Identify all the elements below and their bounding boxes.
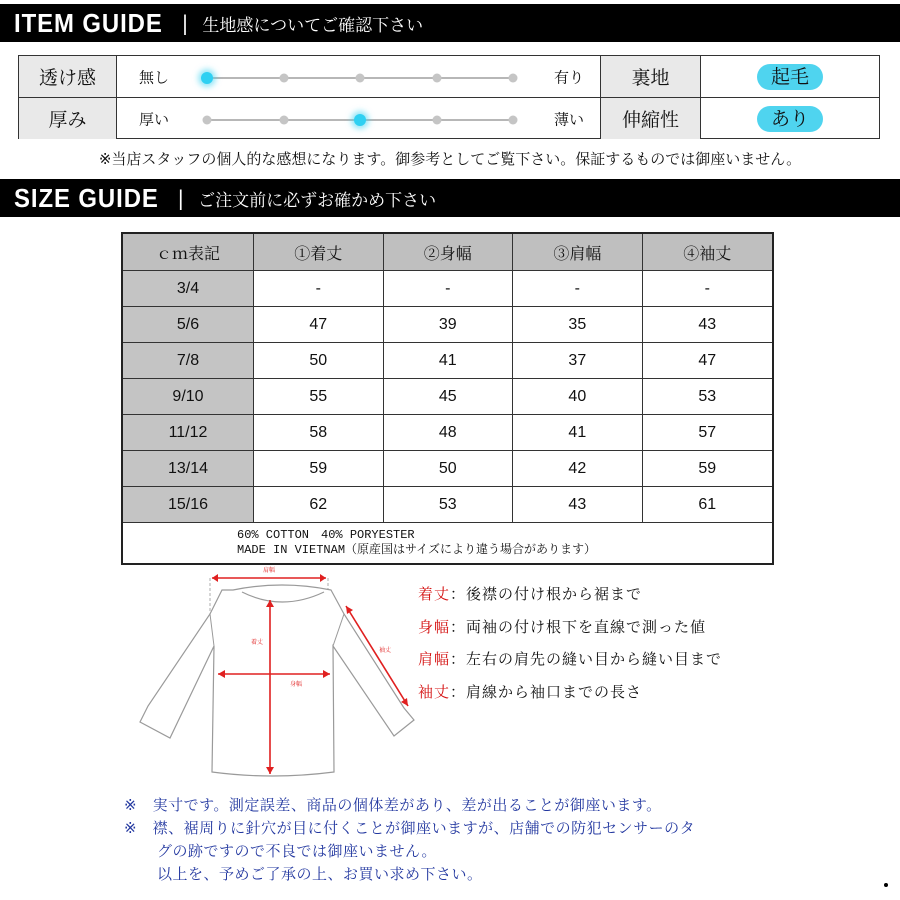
definition-item <box>418 649 722 682</box>
disclaimer-line: グの跡ですので不良では御座いません。 <box>157 842 437 860</box>
definition-desc: ：両袖の付け根下を直線で測った値 <box>450 617 707 636</box>
scale-left-label: 無し <box>139 68 170 86</box>
size-cell: 7/8 <box>122 343 254 379</box>
table-cell: - <box>642 271 773 307</box>
scale-right-label: 有り <box>553 68 584 86</box>
size-guide-subtitle: ご注文前に必ずお確かめ下さい <box>198 190 437 211</box>
row-label-thickness: 厚み <box>19 98 117 139</box>
table-cell: 35 <box>513 307 643 343</box>
table-cell: 53 <box>383 487 513 523</box>
stretch-value-cell <box>701 98 879 139</box>
definition-term: 身幅 <box>418 617 451 636</box>
country-of-origin: MADE IN VIETNAM（原産国はサイズにより違う場合があります） <box>237 543 597 557</box>
item-guide-subtitle: 生地感についてご確認下さい <box>202 15 424 36</box>
disclaimer-notes <box>124 794 695 886</box>
definition-item <box>418 617 722 650</box>
size-cell: 11/12 <box>122 415 254 451</box>
scale-dot <box>432 73 441 82</box>
definition-item <box>418 584 722 617</box>
item-guide-note: ※当店スタッフの個人的な感想になります。御参考としてご覧下さい。保証するものでは御座いません。 <box>98 150 802 168</box>
header-cell: ｃｍ表記 <box>122 233 254 271</box>
scale-track <box>207 119 513 121</box>
table-cell: 43 <box>513 487 643 523</box>
table-cell: 62 <box>254 487 384 523</box>
definition-term: 着丈 <box>418 585 451 603</box>
sleeve-seam-left <box>210 614 214 646</box>
scale-dot <box>432 115 441 124</box>
table-cell: 37 <box>513 343 643 379</box>
row-label-lining: 裏地 <box>601 56 701 97</box>
shoulder-label: 肩幅 <box>262 567 276 574</box>
disclaimer-line: 以上を、予めご了承の上、お買い求め下さい。 <box>157 865 483 883</box>
table-cell: 58 <box>254 415 384 451</box>
table-cell: 39 <box>383 307 513 343</box>
scale-dot <box>509 115 518 124</box>
definition-term: 袖丈 <box>418 682 451 701</box>
size-cell: 3/4 <box>122 271 254 307</box>
scale-dot-selected <box>354 114 366 126</box>
disclaimer-line: ※ 実寸です。測定誤差、商品の個体差があり、差が出ることが御座います。 <box>124 796 662 814</box>
item-guide-row-thickness <box>19 98 879 139</box>
table-cell: 40 <box>513 379 643 415</box>
sleeve-seam-right <box>333 614 344 646</box>
item-guide-header <box>0 4 900 42</box>
sleeve-label: 袖丈 <box>378 647 392 654</box>
table-cell: - <box>254 271 384 307</box>
definition-desc: ：左右の肩先の縫い目から縫い目まで <box>450 650 723 668</box>
item-guide-grid <box>18 55 880 139</box>
collar-line <box>242 592 324 602</box>
scale-right-label: 薄い <box>553 110 584 128</box>
scale-dot <box>279 73 288 82</box>
shirt-outline <box>140 585 414 776</box>
table-cell: 57 <box>642 415 773 451</box>
table-row <box>122 307 773 343</box>
scale-left-label: 厚い <box>139 110 170 128</box>
table-cell: - <box>513 271 643 307</box>
table-cell: 47 <box>254 307 384 343</box>
size-table-header-row <box>122 233 773 271</box>
table-cell: 50 <box>254 343 384 379</box>
table-cell: 50 <box>383 451 513 487</box>
table-row <box>122 379 773 415</box>
thickness-scale <box>117 98 601 139</box>
scale-dot-selected <box>201 72 213 84</box>
table-row <box>122 343 773 379</box>
header-cell: ②身幅 <box>383 233 513 271</box>
size-cell: 15/16 <box>122 487 254 523</box>
size-table <box>121 232 774 565</box>
table-cell: 55 <box>254 379 384 415</box>
scale-dot <box>356 73 365 82</box>
material-cell <box>122 523 773 565</box>
length-label: 着丈 <box>250 639 264 646</box>
item-guide-row-transparency <box>19 56 879 98</box>
table-cell: 45 <box>383 379 513 415</box>
header-separator: | <box>177 186 185 210</box>
scale-dot <box>279 115 288 124</box>
scale-track <box>207 77 513 79</box>
lining-value-cell <box>701 56 879 97</box>
size-cell: 5/6 <box>122 307 254 343</box>
table-row <box>122 271 773 307</box>
header-cell: ④袖丈 <box>642 233 773 271</box>
table-cell: - <box>383 271 513 307</box>
definition-term: 肩幅 <box>418 650 451 668</box>
lining-value-badge: 起毛 <box>757 64 823 90</box>
table-cell: 41 <box>383 343 513 379</box>
header-separator: | <box>181 11 189 35</box>
scale-dot <box>509 73 518 82</box>
stretch-value-badge: あり <box>757 106 823 132</box>
definition-item <box>418 682 722 715</box>
size-guide-header <box>0 179 900 217</box>
stray-dot <box>884 883 888 887</box>
table-cell: 41 <box>513 415 643 451</box>
size-cell: 13/14 <box>122 451 254 487</box>
table-row <box>122 487 773 523</box>
scale-dot <box>203 115 212 124</box>
size-cell: 9/10 <box>122 379 254 415</box>
measurement-definitions <box>418 584 722 714</box>
transparency-scale <box>117 56 601 97</box>
table-cell: 53 <box>642 379 773 415</box>
table-cell: 42 <box>513 451 643 487</box>
row-label-stretch: 伸縮性 <box>601 98 701 139</box>
table-cell: 43 <box>642 307 773 343</box>
size-guide-title: SIZE GUIDE <box>14 182 159 213</box>
header-cell: ①着丈 <box>254 233 384 271</box>
table-cell: 47 <box>642 343 773 379</box>
garment-measurement-diagram <box>138 566 426 788</box>
table-row <box>122 415 773 451</box>
definition-desc: ：肩線から袖口までの長さ <box>450 682 643 701</box>
disclaimer-line: ※ 襟、裾周りに針穴が目に付くことが御座いますが、店舗での防犯センサーのタ <box>124 819 696 837</box>
table-row <box>122 451 773 487</box>
table-cell: 48 <box>383 415 513 451</box>
material-composition: 60% COTTON 40% PORYESTER <box>237 528 415 542</box>
header-cell: ③肩幅 <box>513 233 643 271</box>
item-guide-title: ITEM GUIDE <box>14 7 163 38</box>
table-cell: 61 <box>642 487 773 523</box>
table-cell: 59 <box>642 451 773 487</box>
sleeve-length-arrow <box>346 606 408 706</box>
definition-desc: ：後襟の付け根から裾まで <box>450 585 643 603</box>
width-label: 身幅 <box>289 681 303 688</box>
row-label-transparency: 透け感 <box>19 56 117 97</box>
table-cell: 59 <box>254 451 384 487</box>
material-row <box>122 523 773 565</box>
